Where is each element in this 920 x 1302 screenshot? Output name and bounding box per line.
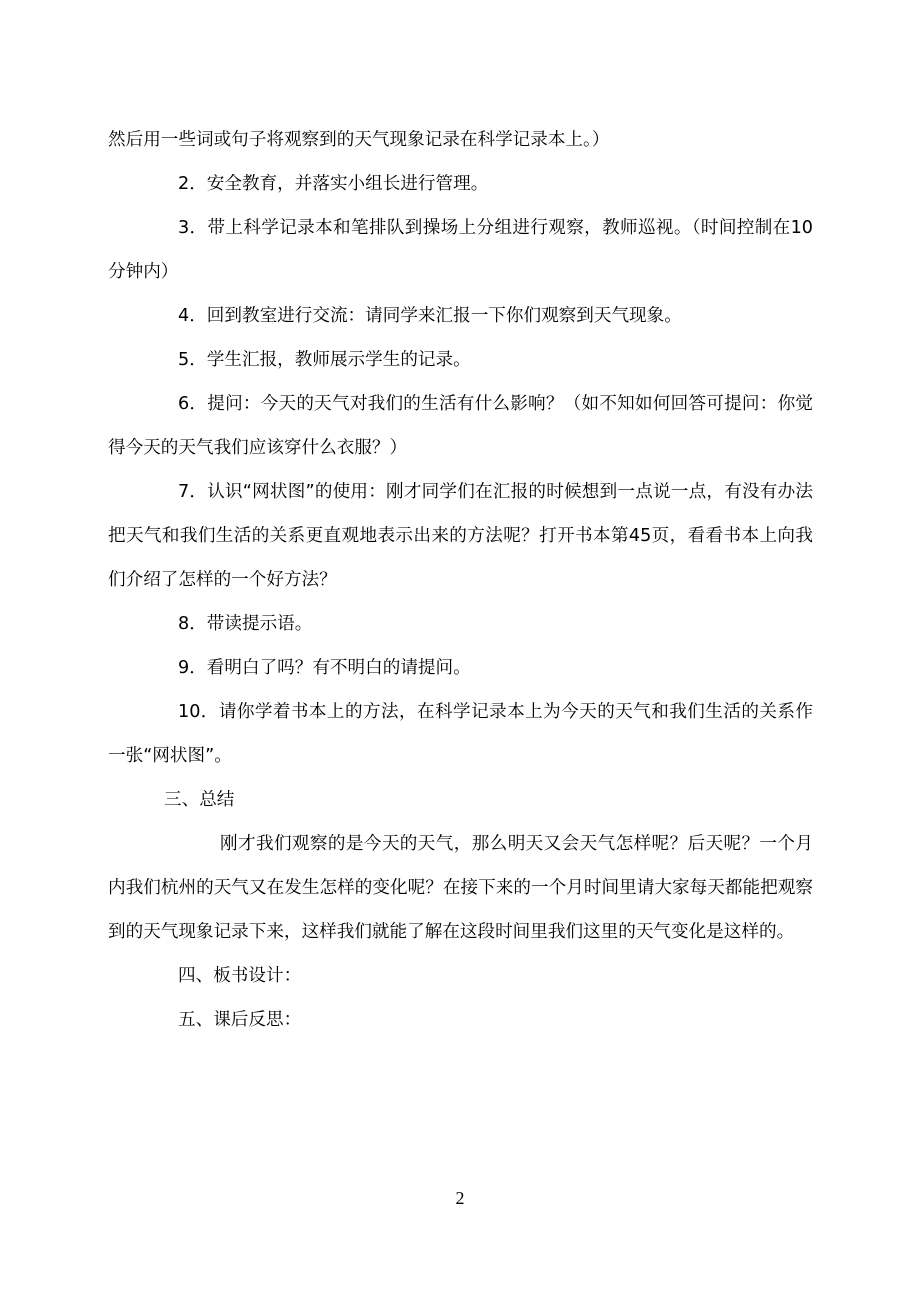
page-body <box>108 118 813 1042</box>
paragraph-step-4: 4．回到教室进行交流：请同学来汇报一下你们观察到天气现象。 <box>178 306 682 326</box>
paragraph-step-8: 8．带读提示语。 <box>178 614 313 634</box>
paragraph-step-5: 5．学生汇报，教师展示学生的记录。 <box>178 350 471 370</box>
paragraph-step-9: 9．看明白了吗？有不明白的请提问。 <box>178 658 471 678</box>
page-number: 2 <box>455 1188 465 1208</box>
section-heading-reflection: 五、课后反思： <box>178 1010 302 1030</box>
section-heading-summary: 三、总结 <box>164 790 235 810</box>
paragraph-step-10: 10．请你学着书本上的方法，在科学记录本上为今天的天气和我们生活的关系作一张“网状图”。 <box>108 702 813 766</box>
paragraph-continuation: 然后用一些词或句子将观察到的天气现象记录在科学记录本上。） <box>108 130 610 150</box>
paragraph-summary-body: 刚才我们观察的是今天的天气，那么明天又会天气怎样呢？后天呢？一个月内我们杭州的天气又在发生怎样的变化呢？在接下来的一个月时间里请大家每天都能把观察到的天气现象记录下来，这样我们就能了解在这段时间里我们这里的天气变化是这样的。 <box>108 834 813 942</box>
paragraph-step-2: 2．安全教育，并落实小组长进行管理。 <box>178 174 489 194</box>
paragraph-step-3: 3．带上科学记录本和笔排队到操场上分组进行观察，教师巡视。（时间控制在10分钟内） <box>108 218 813 282</box>
paragraph-step-6: 6．提问：今天的天气对我们的生活有什么影响？（如不知如何回答可提问：你觉得今天的天气我们应该穿什么衣服？） <box>108 394 813 458</box>
paragraph-step-7: 7．认识“网状图”的使用：刚才同学们在汇报的时候想到一点说一点，有没有办法把天气和我们生活的关系更直观地表示出来的方法呢？打开书本第45页，看看书本上向我们介绍了怎样的一个好方法？ <box>108 482 813 590</box>
section-heading-board-design: 四、板书设计： <box>178 966 302 986</box>
